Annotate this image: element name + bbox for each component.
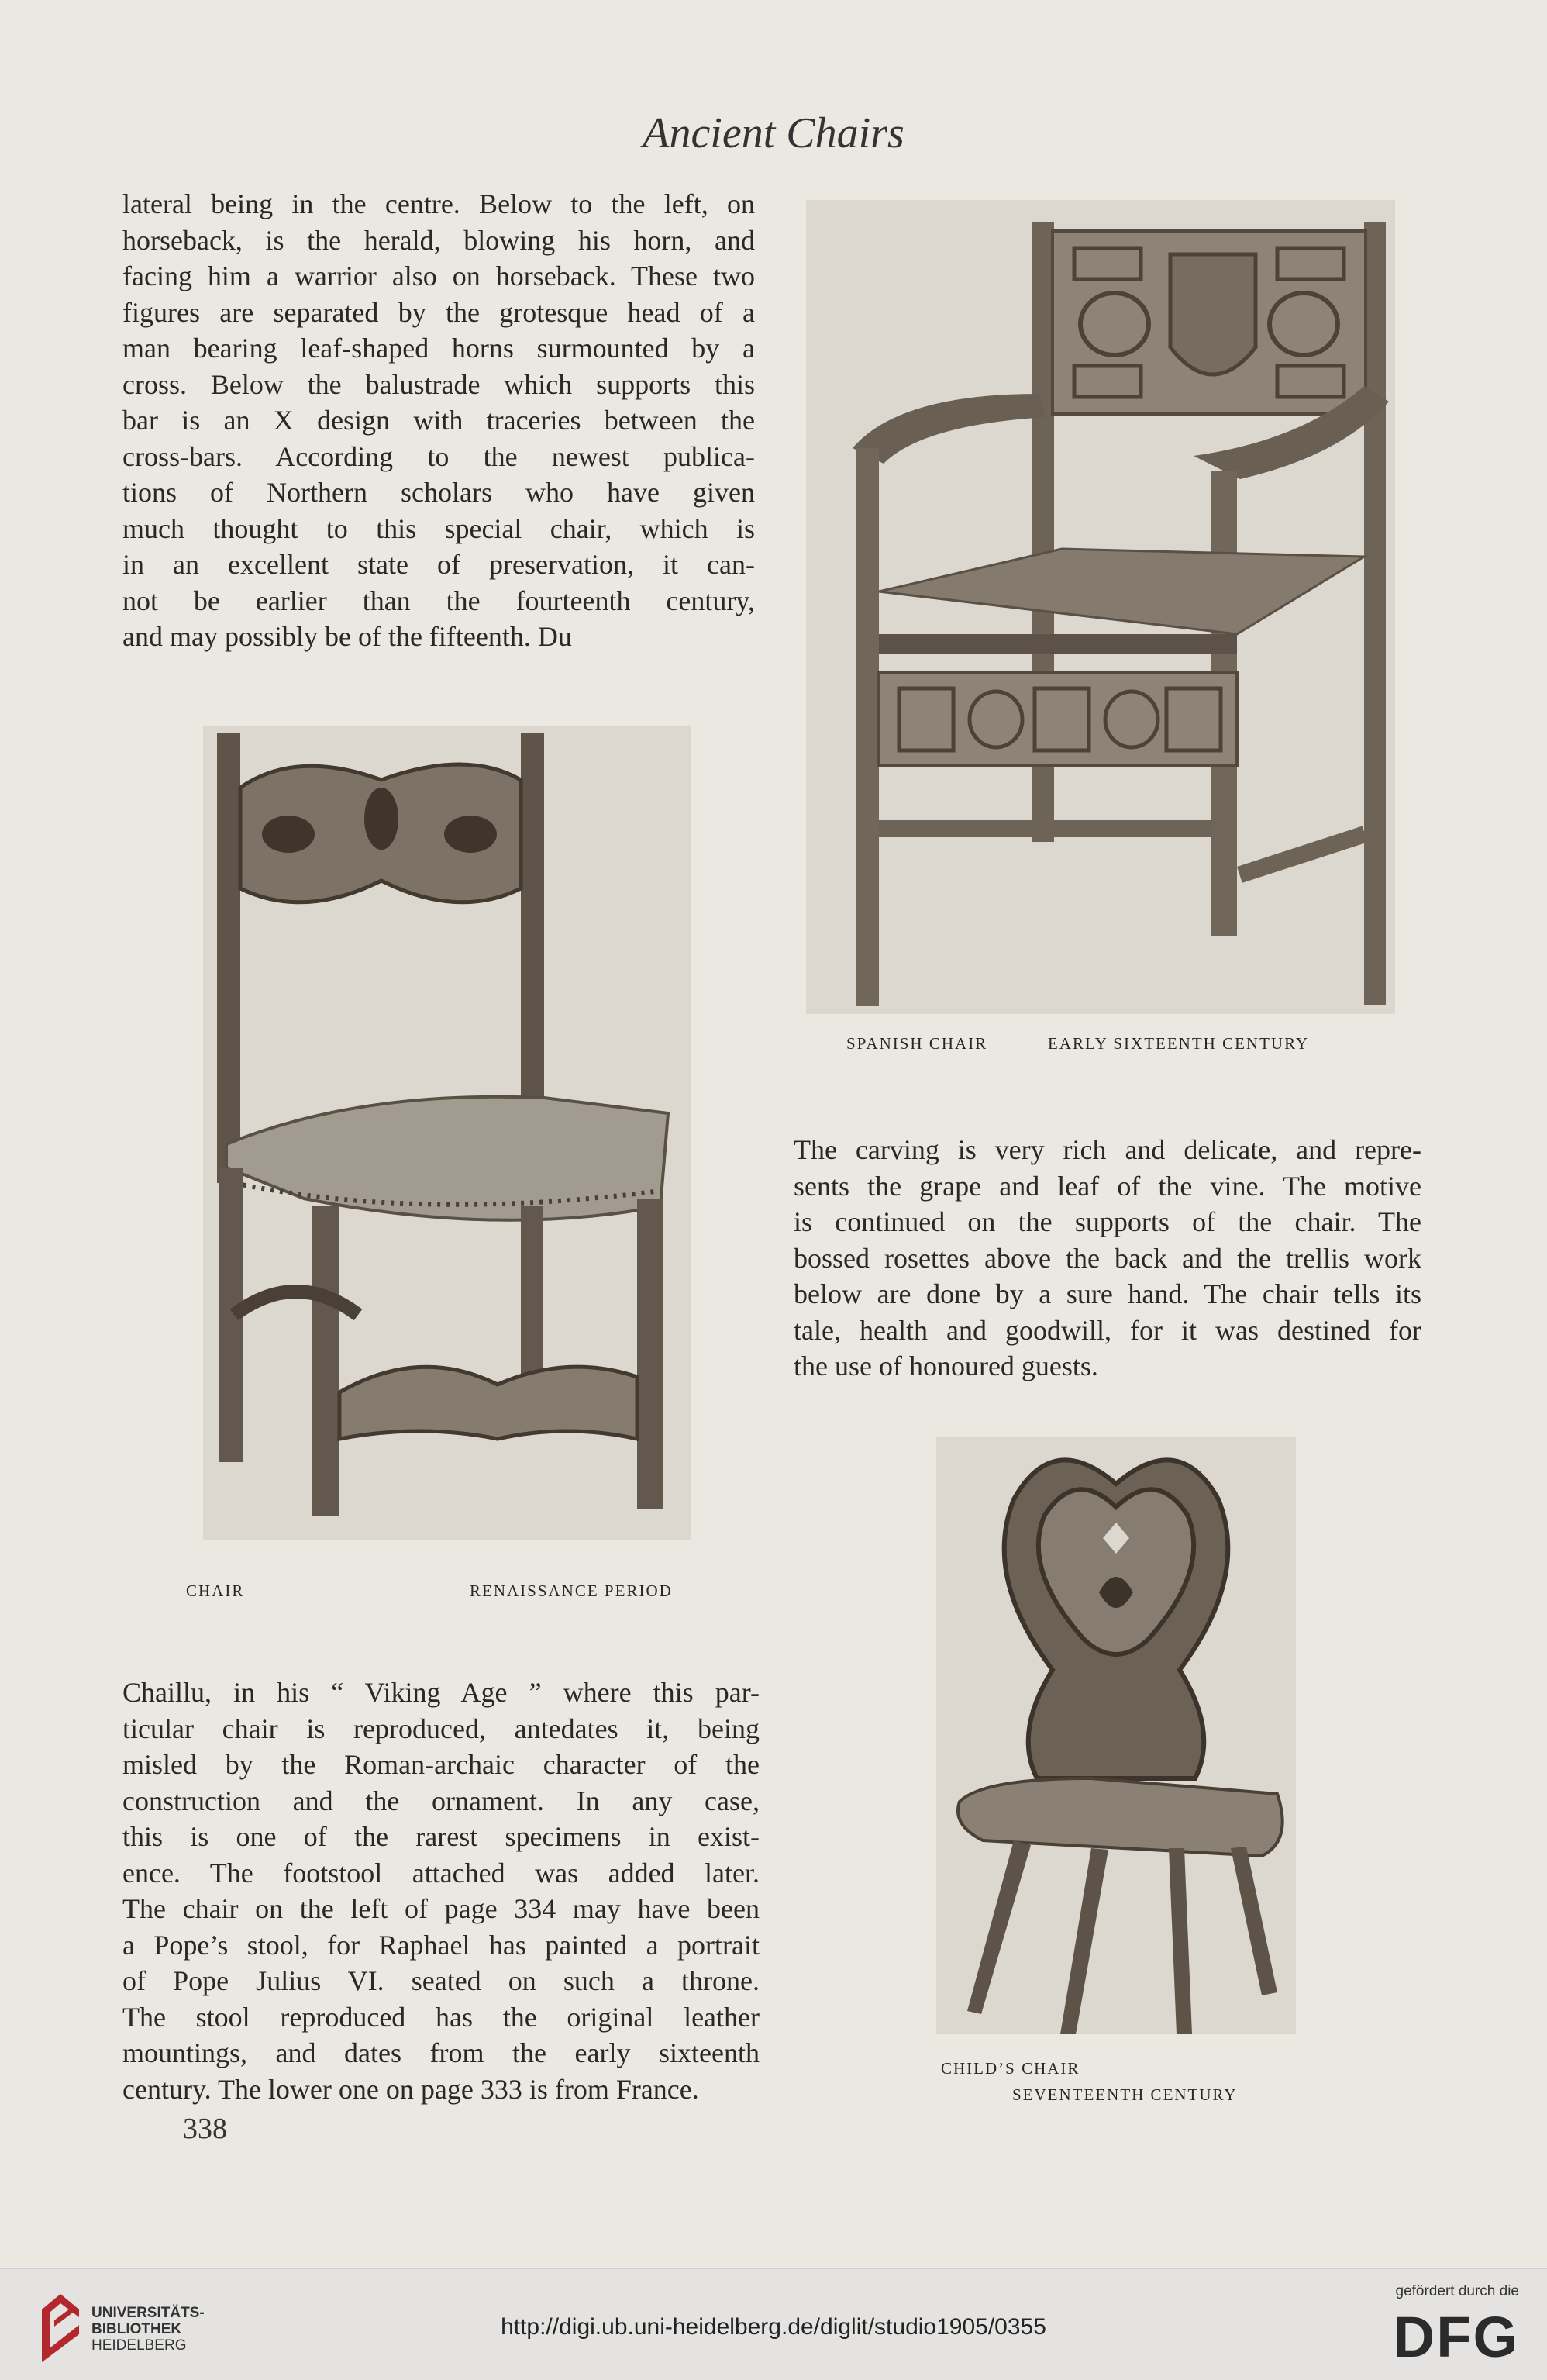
funder-note: gefördert durch die [1395, 2283, 1519, 2299]
running-title: Ancient Chairs [643, 109, 904, 157]
text-line: of Pope Julius VI. seated on such a throne. [122, 1965, 760, 1996]
caption-spanish-chair-left: SPANISH CHAIR [846, 1034, 988, 1053]
dfg-logo: DFG [1393, 2305, 1519, 2369]
childs-chair-image [936, 1437, 1296, 2034]
text-line: figures are separated by the grotesque head of a [122, 296, 755, 328]
caption-spanish-chair-right: EARLY SIXTEENTH CENTURY [1048, 1034, 1310, 1053]
text-line: bar is an X design with traceries between the [122, 405, 755, 436]
text-line: Chaillu, in his “ Viking Age ” where this par- [122, 1677, 760, 1708]
text-line: The carving is very rich and delicate, and repre- [794, 1134, 1421, 1165]
text-line: in an excellent state of preservation, it can- [122, 549, 755, 580]
text-line: the use of honoured guests. [794, 1350, 1098, 1381]
text-line: much thought to this special chair, which is [122, 512, 755, 544]
caption-childs-chair-line1: CHILD’S CHAIR [941, 2059, 1080, 2078]
text-line: horseback, is the herald, blowing his horn, and [122, 224, 755, 256]
text-line: mountings, and dates from the early sixteenth [122, 2037, 760, 2068]
text-column-top-left [122, 186, 755, 655]
text-line: sents the grape and leaf of the vine. The motive [794, 1170, 1421, 1202]
spanish-chair-image [806, 200, 1395, 1014]
source-url-link[interactable]: http://digi.ub.uni-heidelberg.de/diglit/studio1905/0355 [501, 2314, 1046, 2340]
text-line: facing him a warrior also on horseback. These two [122, 260, 755, 291]
text-line: not be earlier than the fourteenth century, [122, 585, 755, 616]
renaissance-chair-image [203, 726, 691, 1540]
text-line: this is one of the rarest specimens in exist- [122, 1821, 760, 1852]
footer-bar [0, 2268, 1547, 2380]
text-line: tale, health and goodwill, for it was destined for [794, 1314, 1421, 1346]
figure-spanish-chair [806, 200, 1395, 1014]
library-line-2: BIBLIOTHEK [91, 2321, 182, 2337]
text-line: man bearing leaf-shaped horns surmounted by a [122, 333, 755, 364]
caption-childs-chair-line2: SEVENTEENTH CENTURY [1012, 2085, 1238, 2104]
text-line: construction and the ornament. In any case, [122, 1785, 760, 1816]
caption-renaissance-chair-left: CHAIR [186, 1581, 245, 1600]
caption-renaissance-chair-right: RENAISSANCE PERIOD [470, 1581, 673, 1600]
text-line: a Pope’s stool, for Raphael has painted a portrait [122, 1929, 760, 1961]
text-line: century. The lower one on page 333 is from France. [122, 2073, 699, 2105]
figure-childs-chair [936, 1437, 1296, 2034]
text-line: The chair on the left of page 334 may have been [122, 1893, 760, 1924]
text-line: lateral being in the centre. Below to the left, on [122, 188, 755, 219]
text-line: cross. Below the balustrade which supports this [122, 368, 755, 400]
figure-renaissance-chair [203, 726, 691, 1540]
text-column-right [794, 1132, 1421, 1385]
library-line-3: HEIDELBERG [91, 2337, 187, 2354]
text-line: and may possibly be of the fifteenth. Du [122, 621, 572, 652]
text-column-bottom-left [122, 1675, 760, 2107]
text-line: ence. The footstool attached was added later. [122, 1857, 760, 1888]
text-line: cross-bars. According to the newest publica- [122, 440, 755, 472]
text-line: below are done by a sure hand. The chair tells its [794, 1278, 1421, 1309]
text-line: tions of Northern scholars who have given [122, 477, 755, 508]
text-line: misled by the Roman-archaic character of the [122, 1749, 760, 1780]
text-line: bossed rosettes above the back and the trellis work [794, 1242, 1421, 1274]
text-line: is continued on the supports of the chair. The [794, 1206, 1421, 1237]
text-line: The stool reproduced has the original leather [122, 2001, 760, 2033]
page-number: 338 [183, 2113, 227, 2145]
library-line-1: UNIVERSITÄTS- [91, 2305, 205, 2321]
text-line: ticular chair is reproduced, antedates it, being [122, 1713, 760, 1744]
